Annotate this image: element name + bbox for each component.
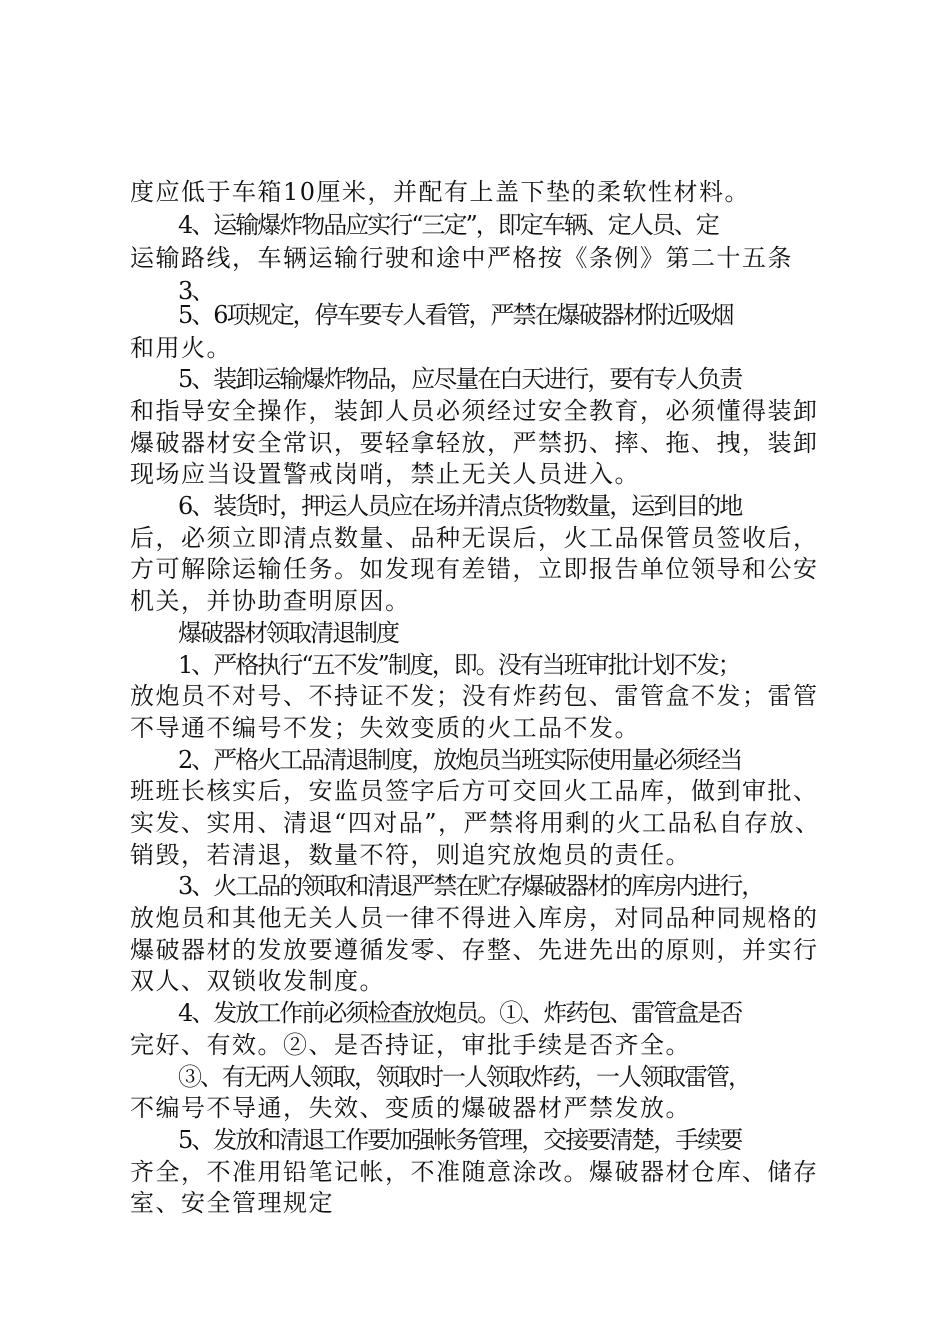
text-line: 实发、实用、清退“四对品”，严禁将用剩的火工品私自存放、 bbox=[130, 809, 821, 837]
text-line: 现场应当设置警戒岗哨，禁止无关人员进入。 bbox=[130, 460, 640, 488]
text-line: 方可解除运输任务。如发现有差错，立即报告单位领导和公安 bbox=[130, 555, 819, 583]
section-heading: 爆破器材领取清退制度 bbox=[178, 619, 398, 647]
text-line: 双人、双锁收发制度。 bbox=[130, 967, 385, 995]
text-line: 爆破器材安全常识，要轻拿轻放，严禁扔、摔、拖、拽，装卸 bbox=[130, 429, 819, 457]
paragraph-start: 6、装货时，押运人员应在场并清点货物数量，运到目的地 bbox=[178, 492, 742, 520]
paragraph-start: 2、严格火工品清退制度，放炮员当班实际使用量必须经当 bbox=[178, 746, 742, 774]
text-line: 和用火。 bbox=[130, 334, 232, 362]
paragraph-start: 3、 bbox=[178, 277, 214, 305]
text-line: 放炮员不对号、不持证不发；没有炸药包、雷管盒不发；雷管 bbox=[130, 682, 819, 710]
paragraph-start: 5、发放和清退工作要加强帐务管理，交接要清楚，手续要 bbox=[178, 1126, 742, 1154]
text-line: 机关，并协助查明原因。 bbox=[130, 587, 411, 615]
text-line: 齐全，不准用铅笔记帐，不准随意涂改。爆破器材仓库、储存 bbox=[130, 1158, 819, 1186]
text-line: 后，必须立即清点数量、品种无误后，火工品保管员签收后， bbox=[130, 524, 819, 552]
paragraph-start: 1、严格执行“五不发”制度，即。没有当班审批计划不发； bbox=[178, 651, 740, 679]
paragraph-start: 5、6项规定，停车要专人看管，严禁在爆破器材附近吸烟 bbox=[178, 301, 733, 329]
paragraph-start: 4、运输爆炸物品应实行“三定”，即定车辆、定人员、定 bbox=[178, 211, 718, 239]
text-line: 度应低于车箱10厘米，并配有上盖下垫的柔软性材料。 bbox=[130, 178, 751, 206]
text-line: 不导通不编号不发；失效变质的火工品不发。 bbox=[130, 714, 640, 742]
text-line: 完好、有效。②、是否持证，审批手续是否齐全。 bbox=[130, 1031, 691, 1059]
text-line: 和指导安全操作，装卸人员必须经过安全教育，必须懂得装卸 bbox=[130, 397, 819, 425]
text-line: 班班长核实后，安监员签字后方可交回火工品库，做到审批、 bbox=[130, 777, 819, 805]
paragraph-start: ③、有无两人领取，领取时一人领取炸药，一人领取雷管， bbox=[178, 1063, 750, 1091]
paragraph-start: 4、发放工作前必须检查放炮员。①、炸药包、雷管盒是否 bbox=[178, 999, 742, 1027]
text-line: 室、安全管理规定 bbox=[130, 1189, 334, 1217]
paragraph-start: 5、装卸运输爆炸物品，应尽量在白天进行，要有专人负责 bbox=[178, 365, 742, 393]
text-line: 销毁，若清退，数量不符，则追究放炮员的责任。 bbox=[130, 841, 691, 869]
text-line: 放炮员和其他无关人员一律不得进入库房，对同品种同规格的 bbox=[130, 904, 819, 932]
paragraph-start: 3、火工品的领取和清退严禁在贮存爆破器材的库房内进行， bbox=[178, 872, 764, 900]
text-line: 运输路线，车辆运输行驶和途中严格按《条例》第二十五条 bbox=[130, 244, 793, 272]
text-line: 爆破器材的发放要遵循发零、存整、先进先出的原则，并实行 bbox=[130, 936, 819, 964]
text-line: 不编号不导通，失效、变质的爆破器材严禁发放。 bbox=[130, 1094, 691, 1122]
